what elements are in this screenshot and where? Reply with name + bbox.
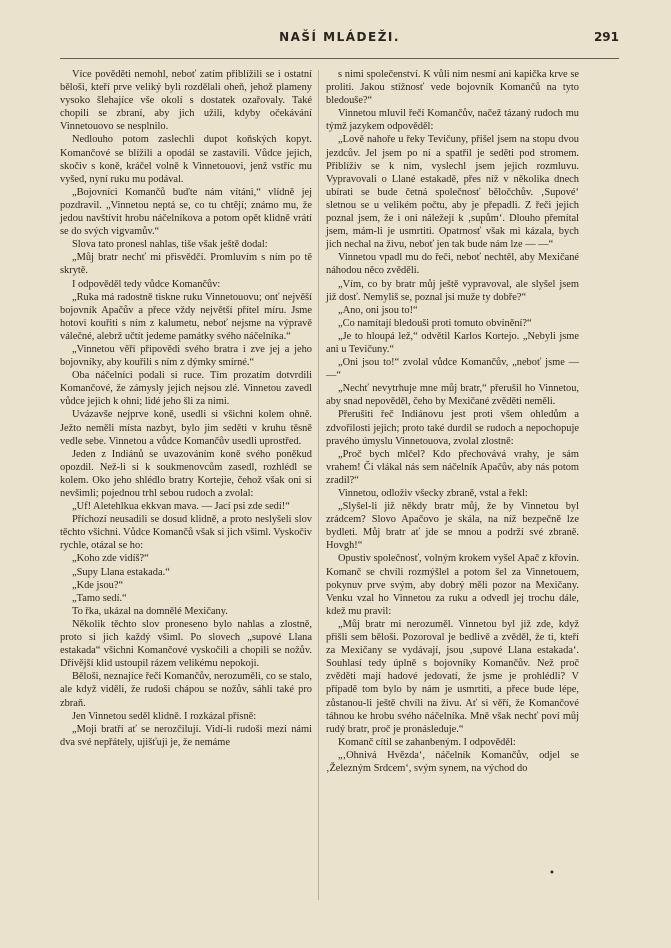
paragraph: Vinnetou mluvil řečí Komančův, načež tázaný rudoch mu týmž jazykem odpověděl: <box>326 108 579 133</box>
paragraph: Slova tato pronesl nahlas, tiše však ještě dodal: <box>72 239 268 251</box>
paragraph: „Proč bych mlčel? Kdo přechovává vrahy, je sám vrahem! Či vlákal nás sem náčelník Apačův, aby nás potom zradil?“ <box>326 448 579 486</box>
paragraph: „Moji bratří ať se nerozčilují. Vidí-li rudoši mezi námi dva své nepřátely, ujišťuji je, že nemáme <box>60 723 312 748</box>
paragraph: Přerušiti řeč Indiánovu jest proti všem ohledům a zdvořilosti jejich; proto také durdil se rudoch a nepochopuje pravého úmyslu Vinnetouova, zvolal zlostně: <box>326 409 579 447</box>
paragraph: „Můj bratr mi nerozuměl. Vinnetou byl již zde, když přišli sem běloši. Pozoroval je bedlivě a zvěděl, že ti, kteří za Mexičany se vydávají, jsou ‚supové Llana estakada‘. Souhlasí tedy úplně s bojovníky Komančův. Než proč zvěděti mají hadové jedovatí, že jsme je prohlédli? V případě tom bylo by nám je usmrtiti, a přece bude lépe, zůstanou-li ještě chvíli na živu. Ať si věří, že Komančové táhnou ke hrobu svého náčelníka. Mně však nechť poví můj rudý bratr, proč je pronásleduje.“ <box>326 618 579 735</box>
paragraph: „Můj bratr nechť mi přisvědčí. Promluvím s ním po tě skrytě. <box>60 252 312 277</box>
paragraph: Příchozí neusadili se dosud klidně, a proto neslyšeli slov těchto všichni. Vůdce Komančů však si jich všiml. Vyskočiv rychle, otázal se ho: <box>60 514 312 552</box>
paragraph: Vinnetou vpadl mu do řeči, neboť nechtěl, aby Mexičané náhodou něco zvěděli. <box>326 252 579 277</box>
header-divider <box>60 58 619 59</box>
paragraph: Opustiv společnosť, volným krokem vyšel Apač z křovin. Komanč se chvíli rozmýšlel a potom šel za Vinnetouem, pokynuv prve svým, aby dobrý měli pozor na Mexičany. Venku vzal ho Vinnetou za ruku a odvedl jej trochu dále, kdež mu pravil: <box>326 553 579 617</box>
paragraph: „Lově nahoře u řeky Tevičuny, přišel jsem na stopu dvou jezdcův. Jel jsem po ní a spatřil je seděti pod stromem. Přiblíživ se k nim, vyslechl jsem jejich rozmluvu. Vypravovali o Llané estakadě, přes níž v několika dnech ubírati se bude četná společnosť běločchův. ‚Supové‘ sletnou se u velikém počtu, aby je přepadli. Z řeči jejich poznal jsem, že i oni náležejí k ‚supům‘. Dlouho přemítal jsem, mám-li je usmrtiti. Opatrnosť však mi kázala, bych jich nechal na živu, neboť jen tak bude nám lze — —“ <box>326 134 579 251</box>
paragraph: Vinnetou, odloživ všecky zbraně, vstal a řekl: <box>338 488 528 499</box>
paragraph: „Je to hloupá lež,“ odvětil Karlos Kortejo. „Nebyli jsme ani u Tevičuny.“ <box>326 330 579 355</box>
paragraph: „Co namítají bledouši proti tomuto obvinění?“ <box>338 317 532 329</box>
paragraph: Nedlouho potom zaslechli dupot koňských kopyt. Komančové se blížili a opodál se zastavili. Vůdce jejich, skočiv s koně, kráčel volně k Vinnetouovi, jenž vstříc mu vyšed, nyní ruku mu podával. <box>60 134 312 185</box>
paragraph: „Ruka má radostně tiskne ruku Vinnetouovu; onť nejvěší bojovník Apačův a přece vždy největší přítel míru. Jsme hotovi kouřiti s ním z kalumetu, neboť nejsme na výpravě válečné, alebrž učtít jedeme památky svého náčelníka.“ <box>60 291 312 342</box>
paragraph: Jen Vinnetou seděl klidně. I rozkázal přísně: <box>72 710 257 722</box>
paragraph: „Uf! Aletehlkua ekkvan mava. — Jací psi zde sedí!“ <box>72 501 290 513</box>
paragraph: s nimi společenství. K vůli nim nesmí ani kapička krve se proliti. Jakou stížnosť vede bojovník Komančů na tyto bledouše?“ <box>326 69 579 107</box>
column-divider <box>318 70 319 900</box>
paragraph: „Tamo sedí.“ <box>72 592 127 604</box>
paragraph: „Supy Llana estakada.“ <box>72 566 170 578</box>
paragraph: „Vím, co by bratr můj ještě vypravoval, ale slyšel jsem již dosť. Nemyliš se, poznal jsi muže ty dobře?“ <box>326 278 579 303</box>
paragraph: Komanč cítil se zahanbeným. I odpověděl: <box>338 736 516 748</box>
paragraph: To řka, ukázal na domnělé Mexičany. <box>72 605 228 617</box>
paragraph: „‚Ohnivá Hvězda‘, náčelník Komančův, odjel se ‚Železným Srdcem‘, svým synem, na východ do <box>326 749 579 774</box>
paragraph: Několik těchto slov proneseno bylo nahlas a zlostně, proto si jich každý všiml. Po slovech „supové Llana estakada“ všichni Komančové vyskočili a chopili se nožův. Dřívější klid ustoupil rázem velikému nepokoji. <box>60 618 312 670</box>
running-title: NAŠÍ MLÁDEŽI. <box>279 30 400 44</box>
end-mark: • <box>549 868 555 879</box>
paragraph: „Bojovníci Komančů buďte nám vítáni,“ vlídně jej pozdravil. „Vinnetou neptá se, co tu chtějí; známo mu, že jedou navštívit hrobu náčelníkova a potom opět klidně vrátí se do svých vigvamův.“ <box>60 186 312 238</box>
paragraph: Oba náčelníci podali si ruce. Tím prozatím dotvrdili Komančové, že zámysly jejich nejsou zlé. Vinnetou zavedl vůdce jejich k ohni; lidé jeho šli za nimi. <box>60 370 312 408</box>
paragraph: Uvázavše nejprve koně, usedli si všichni kolem ohně. Ježto neměli místa nazbyt, bylo jim seděti v kruhu těsně vedle sebe. Vinnetou a vůdce Komančův usedli uprostřed. <box>60 409 312 447</box>
left-text-column <box>60 68 312 749</box>
page-header <box>60 30 619 50</box>
paragraph: „Kde jsou?“ <box>72 579 124 591</box>
right-text-column <box>326 68 579 775</box>
paragraph: „Nechť nevytrhuje mne můj bratr,“ přerušil ho Vinnetou, aby snad nepověděl, čeho by Mexičané zvěděti neměli. <box>326 383 579 408</box>
page-number: 291 <box>593 30 619 44</box>
paragraph: „Ano, oni jsou to!“ <box>338 304 418 316</box>
paragraph: Jeden z Indiánů se uvazováním koně svého poněkud opozdil. Než-li si k soukmenovcům zasedl, rozhlédl se kolem. Oko jeho shlédlo bratry Kortejie, čehož však oni si nevšimli; pojednou trhl sebou rudoch a zvolal: <box>60 448 312 499</box>
paragraph: I odpověděl tedy vůdce Komančův: <box>72 278 221 290</box>
paragraph: „Slyšel-li již někdy bratr můj, že by Vinnetou byl zrádcem? Slovo Apačovo je skála, na níž bezpečně lze bydleti. Můj bratr ať jde se mnou a podrží své zbraně. Hovgh!“ <box>326 501 579 552</box>
paragraph: Více pověděti nemohl, neboť zatím přiblížili se i ostatní běloši, kteří prve veliký byli rozdělali oheň, jehož plameny vysoko šlehajíce vše okolí s dostatek ozařovaly. Také chopili se zbraní, aby jich užili, kdyby očekávání Vinnetouovo se nesplnilo. <box>60 69 312 133</box>
paragraph: „Oni jsou to!“ zvolal vůdce Komančův, „neboť jsme — —“ <box>326 357 579 382</box>
paragraph: Běloši, neznajíce řeči Komančův, nerozuměli, co se stalo, ale když viděli, že rudoši chápou se nožův, sáhli také pro zbraň. <box>60 671 312 709</box>
paragraph: „Vinnetou věří připovědi svého bratra i zve jej a jeho bojovníky, aby kouřili s ním z dýmky smírné.“ <box>60 343 312 369</box>
paragraph: „Koho zde vidíš?“ <box>72 553 149 565</box>
